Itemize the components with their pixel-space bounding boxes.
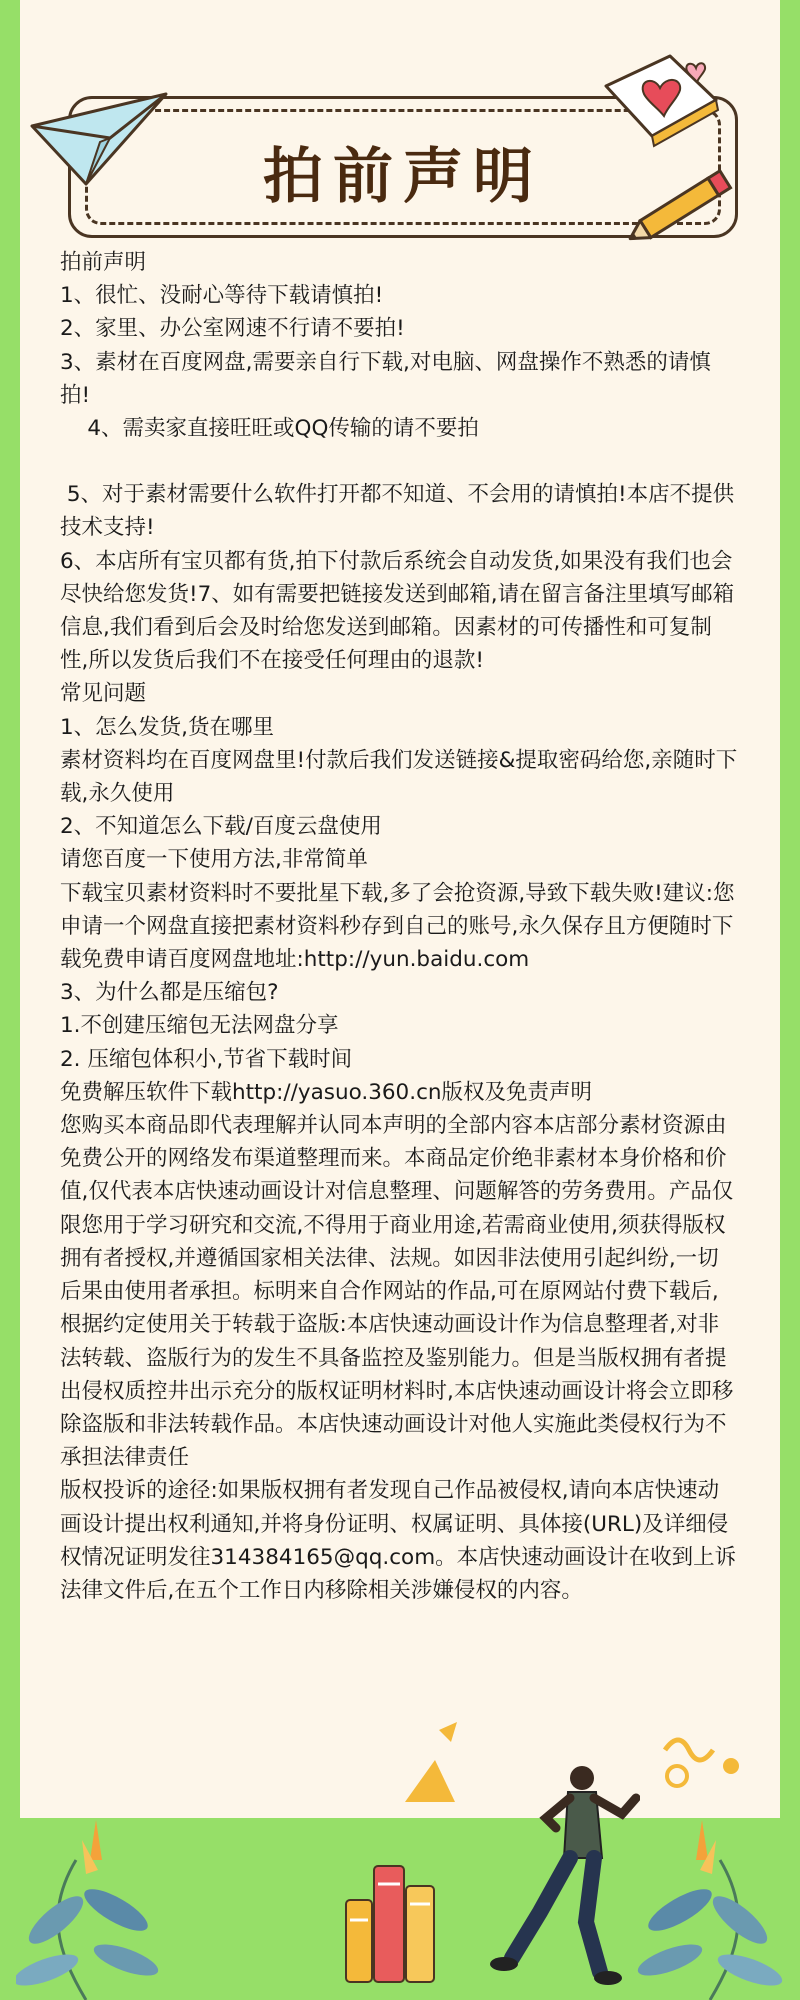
paper-plane-icon [30, 92, 170, 188]
pencil-icon [620, 168, 746, 248]
text-line: 6、本店所有宝贝都有货,拍下付款后系统会自动发货,如果没有我们也会尽快给您发货!7、如有需要把链接发送到邮箱,请在留言备注里填写邮箱信息,我们看到后会及时给您发送到邮箱。因素材的可传播性和可复制性,所以发货后我们不在接受任何理由的退款! [60, 548, 735, 674]
text-line: 版权投诉的途径:如果版权拥有者发现自己作品被侵权,请向本店快速动画设计提出权利通知,并将身份证明、权属证明、具体接(URL)及详细侵权情况证明发往314384165@qq.com。本店快速动画设计在收到上诉法律文件后,在五个工作日内移除相关涉嫌侵权的内容。 [60, 1478, 737, 1603]
blank-line [60, 445, 740, 478]
left-plant-decoration [16, 1800, 166, 2000]
text-line: 素材资料均在百度网盘里!付款后我们发送链接&提取密码给您,亲随时下载,永久使用 [60, 747, 738, 807]
text-line: 5、对于素材需要什么软件打开都不知道、不会用的请慎拍!本店不提供技术支持! [60, 482, 735, 541]
text-line: 2、不知道怎么下载/百度云盘使用 [60, 814, 382, 840]
text-line: 拍前声明 [60, 250, 147, 275]
text-line: 2. 压缩包体积小,节省下载时间 [60, 1046, 353, 1072]
text-line: 您购买本商品即代表理解并认同本声明的全部内容本店部分素材资源由免费公开的网络发布渠道整理而来。本商品定价绝非素材本身价格和价值,仅代表本店快速动画设计对信息整理、问题解答的劳务费用。产品仅限您用于学习研究和交流,不得用于商业用途,若需商业使用,须获得版权拥有者授权,并遵循国家相关法律、法规。如因非法使用引起纠纷,一切后果由使用者承担。标明来自合作网站的作品,可在原网站付费下载后,根据约定使用关于转载于盗版:本店快速动画设计作为信息整理者,对非法转载、盗版行为的发生不具备监控及鉴别能力。但是当版权拥有者提出侵权质控井出示充分的版权证明材料时,本店快速动画设计将会立即移除盗版和非法转载作品。本店快速动画设计对他人实施此类侵权行为不承担法律责任 [60, 1113, 734, 1471]
text-line: 下载宝贝素材资料时不要批星下载,多了会抢资源,导致下载失败!建议:您申请一个网盘直接把素材资料秒存到自己的账号,永久保存且方便随时下载免费申请百度网盘地址:http://yun.baidu.com [60, 880, 735, 973]
declaration-text [60, 246, 740, 1607]
running-man-image [490, 1762, 640, 1992]
text-line: 1.不创建压缩包无法网盘分享 [60, 1013, 339, 1039]
right-plant-decoration [630, 1800, 790, 2000]
text-line: 1、怎么发货,货在哪里 [60, 714, 275, 740]
text-line: 请您百度一下使用方法,非常简单 [60, 847, 368, 873]
page-title: 拍前声明 [263, 142, 543, 212]
books-icon [340, 1860, 460, 1984]
text-line: 常见问题 [60, 681, 147, 707]
text-line: 2、家里、办公室网速不行请不要拍! [60, 316, 405, 342]
text-line: 4、需卖家直接旺旺或QQ传输的请不要拍 [60, 416, 479, 442]
text-line: 1、很忙、没耐心等待下载请慎拍! [60, 283, 384, 309]
text-line: 3、素材在百度网盘,需要亲自行下载,对电脑、网盘操作不熟悉的请慎拍! [60, 349, 711, 408]
text-line: 免费解压软件下载http://yasuo.360.cn版权及免责声明 [60, 1079, 593, 1105]
book-hearts-icon [598, 48, 728, 152]
text-line: 3、为什么都是压缩包? [60, 980, 279, 1006]
